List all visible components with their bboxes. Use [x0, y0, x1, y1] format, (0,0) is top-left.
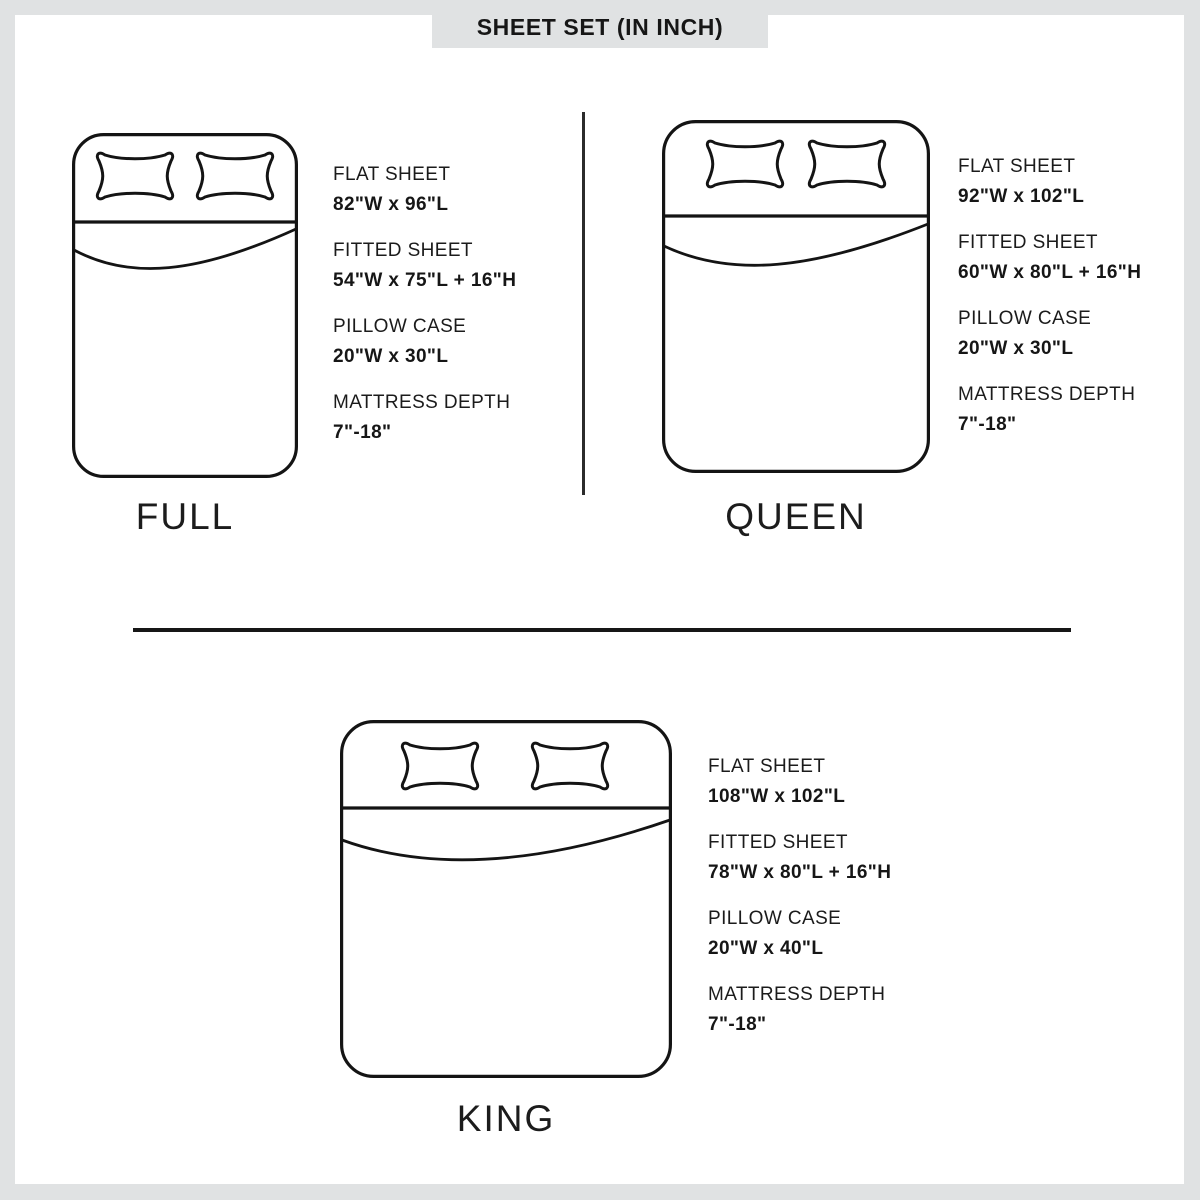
pillow-icon [402, 743, 477, 789]
bed-top-view-icon [340, 720, 672, 1078]
bed-top-view-icon [72, 133, 298, 478]
spec-label: PILLOW CASE [333, 316, 467, 337]
bed-top-view-icon [662, 120, 930, 473]
specs-queen [958, 152, 1141, 456]
spec-value: 78"W x 80"L + 16"H [708, 862, 892, 883]
pillow-icon [707, 141, 782, 187]
pillow-icon [197, 153, 272, 199]
size-label-full: FULL [135, 496, 235, 537]
spec-label: PILLOW CASE [708, 908, 842, 929]
spec-label: FLAT SHEET [333, 164, 451, 185]
spec-group [333, 312, 516, 372]
spec-value: 54"W x 75"L + 16"H [333, 270, 517, 291]
spec-group [333, 388, 516, 448]
frame-bottom [0, 1184, 1200, 1200]
spec-group [958, 228, 1141, 288]
spec-value: 108"W x 102"L [708, 786, 846, 807]
spec-label: FLAT SHEET [708, 756, 826, 777]
spec-label: FITTED SHEET [333, 240, 473, 261]
pillow-icon [97, 153, 172, 199]
spec-group [958, 152, 1141, 212]
spec-group [708, 980, 891, 1040]
bed-diagram-queen [662, 120, 930, 473]
spec-label: FITTED SHEET [708, 832, 848, 853]
specs-full [333, 160, 516, 464]
specs-king [708, 752, 891, 1056]
spec-group [708, 828, 891, 888]
section-divider-horizontal [133, 628, 1071, 632]
page-title: SHEET SET (IN INCH) [476, 14, 724, 40]
spec-value: 7"-18" [333, 422, 392, 443]
size-label-queen: QUEEN [725, 496, 867, 537]
frame-left [0, 0, 15, 1200]
spec-label: MATTRESS DEPTH [333, 392, 511, 413]
spec-group [708, 752, 891, 812]
spec-value: 20"W x 30"L [958, 338, 1074, 359]
spec-group [958, 304, 1141, 364]
spec-group [708, 904, 891, 964]
title-band [432, 0, 768, 48]
spec-value: 60"W x 80"L + 16"H [958, 262, 1142, 283]
spec-group [333, 160, 516, 220]
spec-value: 92"W x 102"L [958, 186, 1085, 207]
spec-group [958, 380, 1141, 440]
spec-label: MATTRESS DEPTH [958, 384, 1136, 405]
frame-right [1184, 0, 1200, 1200]
size-label-king: KING [456, 1098, 556, 1139]
spec-value: 7"-18" [708, 1014, 767, 1035]
spec-label: PILLOW CASE [958, 308, 1092, 329]
spec-group [333, 236, 516, 296]
section-divider-vertical [582, 112, 585, 495]
spec-value: 7"-18" [958, 414, 1017, 435]
spec-value: 20"W x 40"L [708, 938, 824, 959]
bed-diagram-king [340, 720, 672, 1078]
spec-value: 82"W x 96"L [333, 194, 449, 215]
bed-diagram-full [72, 133, 298, 478]
pillow-icon [532, 743, 607, 789]
spec-label: FITTED SHEET [958, 232, 1098, 253]
spec-label: MATTRESS DEPTH [708, 984, 886, 1005]
spec-label: FLAT SHEET [958, 156, 1076, 177]
pillow-icon [809, 141, 884, 187]
spec-value: 20"W x 30"L [333, 346, 449, 367]
